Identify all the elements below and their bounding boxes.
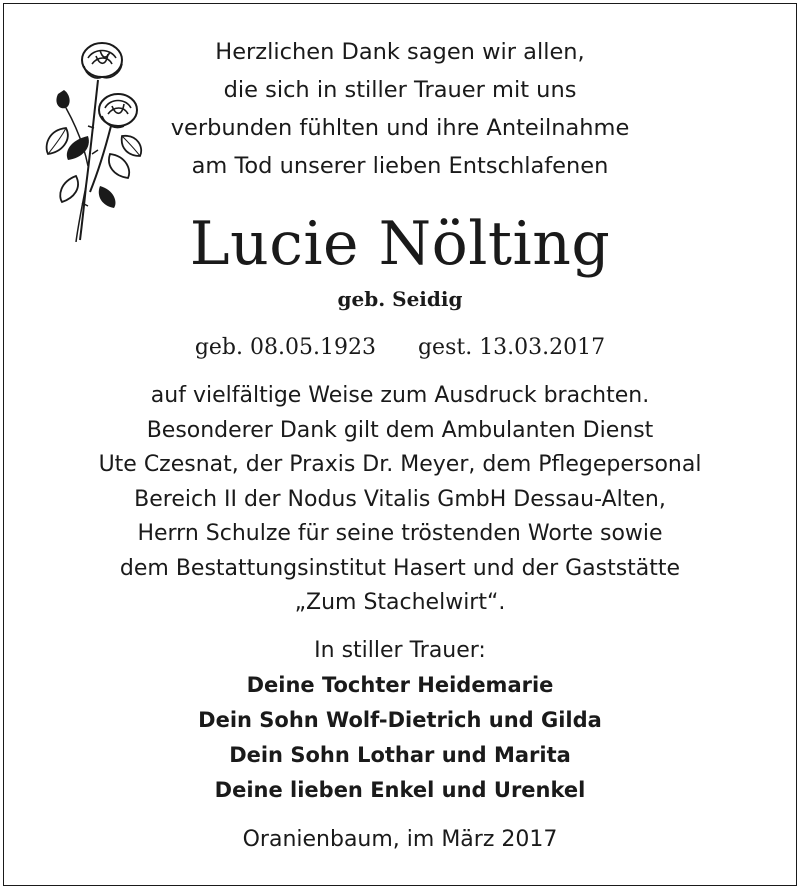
place-and-date: Oranienbaum, im März 2017 — [242, 827, 558, 852]
intro-line: die sich in stiller Trauer mit uns — [223, 77, 577, 103]
thanks-line: auf vielfältige Weise zum Ausdruck brachten. — [150, 383, 650, 408]
mourner-name: Deine Tochter Heidemarie — [246, 673, 554, 697]
thanks-text — [0, 379, 800, 621]
mourner-name: Dein Sohn Lothar und Marita — [229, 743, 571, 767]
thanks-line: Herrn Schulze für seine tröstenden Worte sowie — [137, 521, 663, 546]
death-date: gest. 13.03.2017 — [417, 335, 606, 360]
thanks-line: dem Bestattungsinstitut Hasert und der Gaststätte — [119, 555, 681, 581]
deceased-name: Lucie Nölting — [189, 209, 611, 279]
birth-date: geb. 08.05.1923 — [194, 335, 376, 360]
intro-text — [100, 33, 700, 185]
intro-line: Herzlichen Dank sagen wir allen, — [215, 39, 585, 65]
mourner-name: Deine lieben Enkel und Urenkel — [214, 778, 586, 802]
intro-line: verbunden fühlten und ihre Anteilnahme — [170, 115, 630, 141]
mourners-list — [0, 668, 800, 808]
intro-line: am Tod unserer lieben Entschlafenen — [191, 153, 609, 179]
mourner-name: Dein Sohn Wolf-Dietrich und Gilda — [198, 708, 602, 732]
thanks-line: „Zum Stachelwirt“. — [294, 590, 506, 615]
thanks-line: Bereich II der Nodus Vitalis GmbH Dessau-Alten, — [134, 486, 666, 512]
mourners-label: In stiller Trauer: — [314, 638, 486, 663]
thanks-line: Besonderer Dank gilt dem Ambulanten Dienst — [146, 417, 654, 443]
life-dates — [0, 332, 800, 364]
birth-name: geb. Seidig — [337, 287, 463, 311]
thanks-line: Ute Czesnat, der Praxis Dr. Meyer, dem Pflegepersonal — [98, 452, 702, 477]
